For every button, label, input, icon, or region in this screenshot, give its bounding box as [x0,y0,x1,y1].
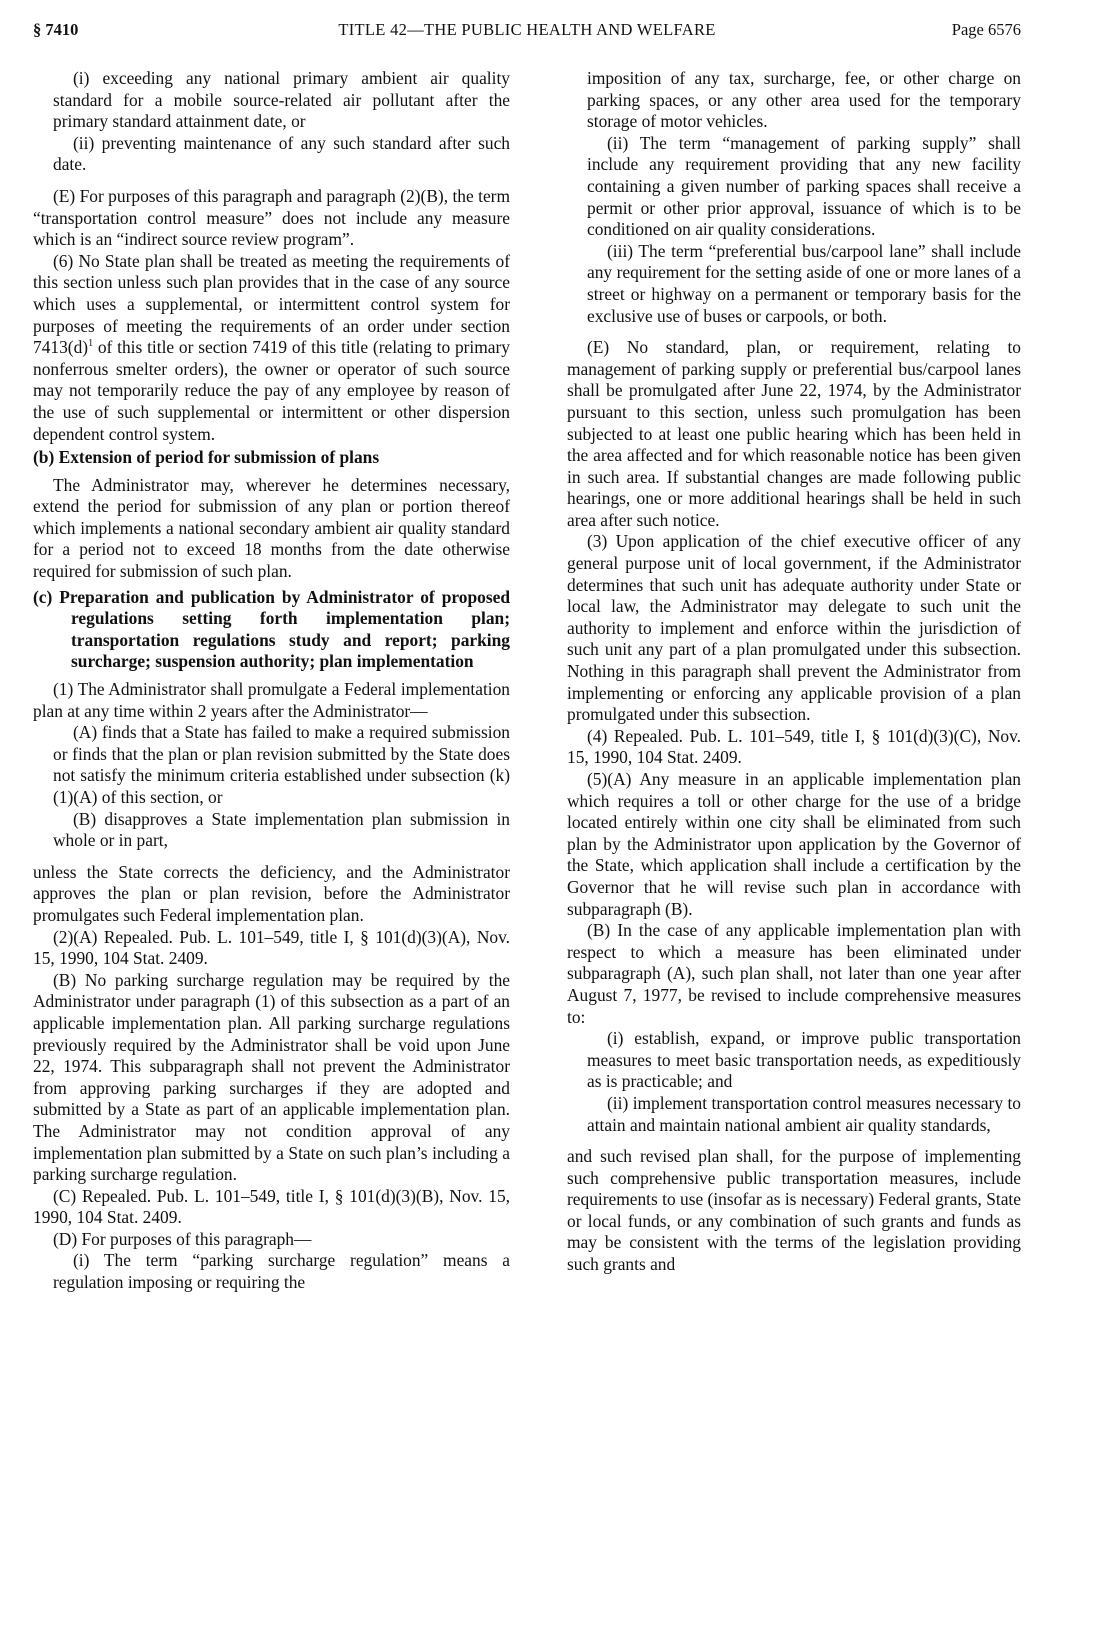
flush-text-revised-plan: and such revised plan shall, for the purpose of implementing such comprehensive public transportation measures, include requirements to use (insofar as is necessary) Federal grants, State or local funds, or any combination of such grants and funds as may be consistent with the terms of the legislation providing such grants and [567,1146,1021,1275]
paragraph-6 [33,251,510,445]
page-number: Page 6576 [951,20,1021,39]
clause-5b-i: (i) establish, expand, or improve public transportation measures to meet basic transportation needs, as expeditiously as is practicable; and [587,1028,1021,1092]
section-number: § 7410 [33,20,79,39]
paragraph-2d: (D) For purposes of this paragraph— [53,1228,312,1249]
clause-ii: (ii) preventing maintenance of any such standard after such date. [53,132,510,175]
paragraph-1: (1) The Administrator shall promulgate a Federal implementation plan at any time within 2 years after the Administrator— [33,679,510,721]
right-column [567,68,1021,1276]
paragraph-3: (3) Upon application of the chief executive officer of any general purpose unit of local government, if the Administrator determines that such unit has adequate authority under State or local law, the Administrator may delegate to such unit the authority to implement and enforce within the jurisdiction of such unit any part of a plan promulgated under this subsection. Nothing in this paragraph shall prevent the Administrator from implementing or enforcing any applicable provision of a plan promulgated under this subsection. [567,531,1021,725]
footnote-ref: 1 [88,338,94,350]
clause-d-iii: (iii) The term “preferential bus/carpool lane” shall include any requirement for the setting aside of one or more lanes of a street or highway on a permanent or temporary basis for the exclusive use of buses or carpools, or both. [587,240,1021,326]
paragraph-6-text-a: (6) No State plan shall be treated as meeting the requirements of this section unless such plan provides that in the case of any source which uses a supplemental, or intermittent control system for purposes of meeting the requirements of an order under section 7413(d) [33,250,510,358]
subparagraph-2e: (E) No standard, plan, or requirement, relating to management of parking supply or preferential bus/carpool lanes shall be promulgated after June 22, 1974, by the Administrator pursuant to this section, unless such promulgation has been subjected to at least one public hearing which has been held in the area affected and for which reasonable notice has been given in such area. If substantial changes are made following public hearings, one or more additional hearings shall be held in such area after such notice. [567,337,1021,530]
left-column [33,68,510,1294]
subparagraph-b: (B) disapproves a State implementation plan submission in whole or in part, [53,808,510,851]
flush-text: unless the State corrects the deficiency, and the Administrator approves the plan or plan revision, before the Administrator promulgates such Federal implementation plan. [33,861,510,925]
paragraph-2b: (B) No parking surcharge regulation may be required by the Administrator under paragraph (1) of this subsection as a part of an applicable implementation plan. All parking surcharge regulations previously required by the Administrator shall be void upon June 22, 1974. This subparagraph shall not prevent the Administrator from approving parking surcharges if they are adopted and submitted by a State as part of an applicable implementation plan. The Administrator may not condition approval of any implementation plan submitted by a State on such plan’s including a parking surcharge regulation. [33,969,510,1185]
clause-i: (i) exceeding any national primary ambient air quality standard for a mobile source-related air pollutant after the primary standard attainment date, or [53,68,510,132]
clause-d-ii: (ii) The term “management of parking supply” shall include any requirement providing that any new facility containing a given number of parking spaces shall receive a permit or other prior approval, issuance of which is to be conditioned on air quality considerations. [587,132,1021,240]
paragraph-2a: (2)(A) Repealed. Pub. L. 101–549, title I, § 101(d)(3)(A), Nov. 15, 1990, 104 Stat. 2409. [33,926,510,969]
clause-5b-ii: (ii) implement transportation control measures necessary to attain and maintain national ambient air quality standards, [587,1092,1021,1135]
clause-d-i-continued: imposition of any tax, surcharge, fee, or other charge on parking spaces, or any other area used for the temporary storage of motor vehicles. [587,68,1021,132]
page-header [33,20,1021,44]
paragraph-6-text-b: of this title or section 7419 of this title (relating to primary nonferrous smelter orders), the owner or operator of such source may not temporarily reduce the pay of any employee by reason of the use of such supplemental or intermittent or other dispersion dependent control system. [33,337,510,444]
paragraph-2c: (C) Repealed. Pub. L. 101–549, title I, § 101(d)(3)(B), Nov. 15, 1990, 104 Stat. 2409. [33,1185,510,1228]
paragraph-5a: (5)(A) Any measure in an applicable implementation plan which requires a toll or other charge for the use of a bridge located entirely within one city shall be eliminated from such plan by the Administrator upon application by the Governor of the State, which application shall include a certification by the Governor that he will revise such plan in accordance with subparagraph (B). [567,769,1021,919]
running-title: TITLE 42—THE PUBLIC HEALTH AND WELFARE [338,20,716,39]
subsection-c-heading: (c) Preparation and publication by Administrator of proposed regulations setting forth implementation plan; transportation regulations study and report; parking surcharge; suspension authority; plan implementation [33,586,510,672]
subparagraph-a: (A) finds that a State has failed to make a required submission or finds that the plan or plan revision submitted by the State does not satisfy the minimum criteria established under subsection (k)(1)(A) of this section, or [53,722,510,807]
paragraph-5b: (B) In the case of any applicable implementation plan with respect to which a measure has been eliminated under subparagraph (A), such plan shall, not later than one year after August 7, 1977, be revised to include comprehensive measures to: [567,920,1021,1027]
paragraph-4: (4) Repealed. Pub. L. 101–549, title I, § 101(d)(3)(C), Nov. 15, 1990, 104 Stat. 2409. [567,725,1021,768]
subparagraph-e: (E) For purposes of this paragraph and paragraph (2)(B), the term “transportation control measure” does not include any measure which is an “indirect source review program”. [33,185,510,250]
subsection-b-heading: (b) Extension of period for submission of plans [33,447,380,468]
clause-d-i: (i) The term “parking surcharge regulation” means a regulation imposing or requiring the [53,1250,510,1293]
subsection-b-text: The Administrator may, wherever he determines necessary, extend the period for submission of any plan or portion thereof which implements a national secondary ambient air quality standard for a period not to exceed 18 months from the date otherwise required for submission of such plan. [33,474,510,582]
